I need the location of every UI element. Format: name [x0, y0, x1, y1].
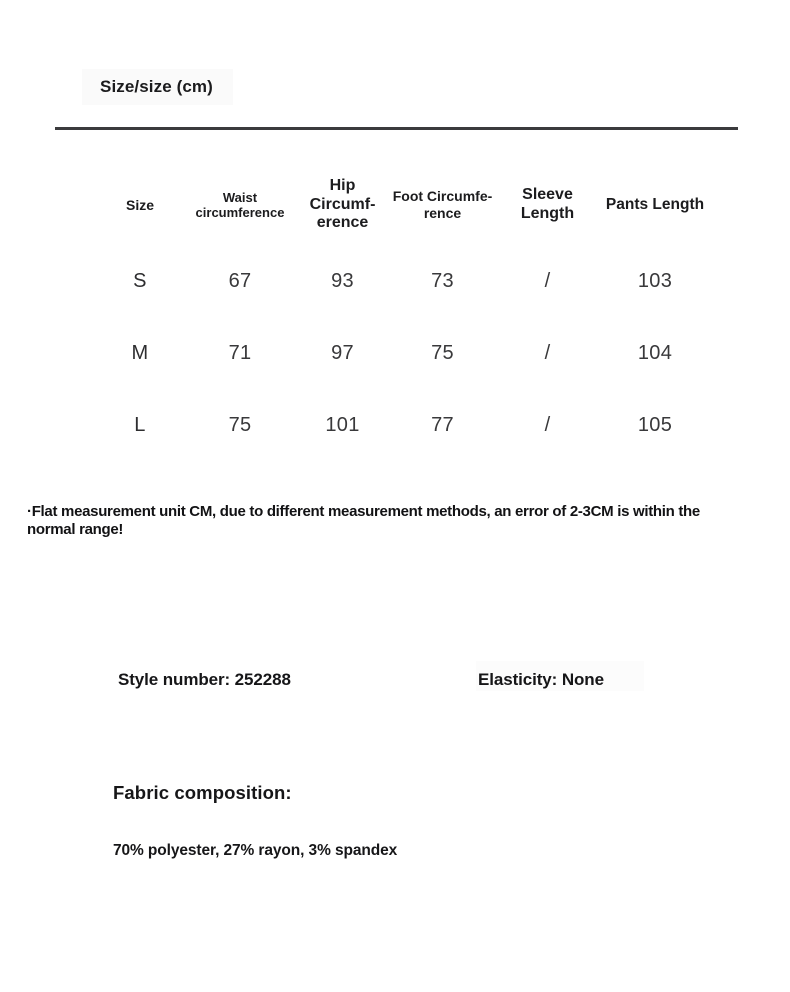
column-header-line: Size: [125, 196, 154, 213]
cell-hip: 93: [331, 269, 354, 292]
column-header-line: rence: [423, 205, 462, 221]
table-row-s: [95, 245, 710, 317]
cell-size: S: [133, 269, 147, 292]
column-header-line: Foot Circumfe-: [392, 188, 493, 205]
size-table: [95, 165, 710, 461]
cell-foot: 73: [431, 269, 454, 292]
cell-waist: 67: [228, 269, 252, 292]
elasticity-label: Elasticity: None: [478, 670, 604, 689]
column-header-pants: [600, 165, 710, 245]
page-title: Size/size (cm): [100, 77, 213, 96]
cell-sleeve: /: [544, 413, 551, 436]
column-header-line: circumference: [195, 205, 285, 220]
fabric-composition-heading: Fabric composition:: [113, 782, 292, 803]
fabric-composition-value: 70% polyester, 27% rayon, 3% spandex: [113, 842, 398, 859]
column-header-line: Sleeve: [522, 186, 573, 204]
column-header-sleeve: [495, 165, 600, 245]
cell-hip: 101: [325, 413, 360, 436]
cell-foot: 77: [431, 413, 454, 436]
cell-hip: 97: [331, 341, 354, 364]
column-header-size: [95, 165, 185, 245]
cell-sleeve: /: [544, 341, 551, 364]
column-header-foot: [390, 165, 495, 245]
size-table-header-row: [95, 165, 710, 245]
column-header-line: erence: [316, 214, 369, 232]
cell-waist: 75: [228, 413, 252, 436]
measurement-note: ·Flat measurement unit CM, due to different measurement methods, an error of 2-3CM is within the normal range!: [27, 503, 700, 538]
cell-sleeve: /: [544, 269, 551, 292]
column-header-line: Hip Circumf-: [309, 176, 376, 213]
cell-pants: 104: [637, 341, 673, 364]
column-header-waist: [185, 165, 295, 245]
horizontal-divider: [55, 127, 738, 130]
cell-waist: 71: [228, 341, 252, 364]
column-header-line: Waist: [222, 189, 258, 205]
column-header-hip: [295, 165, 390, 245]
cell-pants: 103: [637, 269, 673, 292]
cell-size: M: [131, 341, 149, 364]
table-row-l: [95, 389, 710, 461]
column-header-line: Pants Length: [605, 195, 705, 213]
cell-size: L: [134, 413, 146, 436]
style-number-label: Style number: 252288: [118, 670, 291, 689]
page-title-highlight: [82, 69, 233, 105]
cell-pants: 105: [637, 413, 673, 436]
column-header-line: Length: [520, 205, 575, 222]
table-row-m: [95, 317, 710, 389]
cell-foot: 75: [431, 341, 454, 364]
